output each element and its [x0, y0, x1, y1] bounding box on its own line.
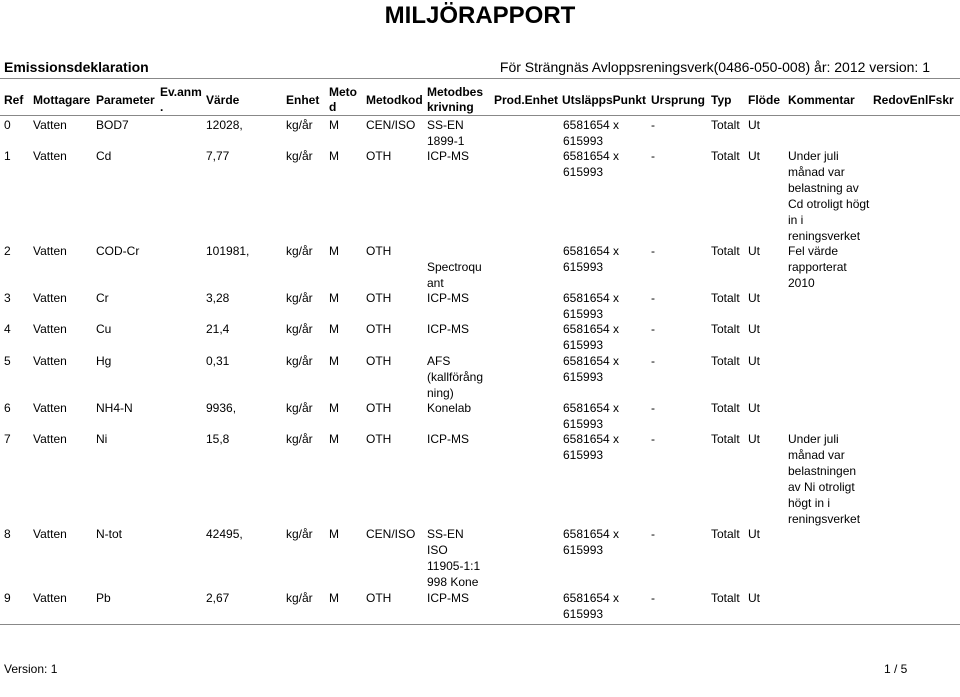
cell-utslappspunkt: 615993: [563, 338, 604, 352]
cell-ref: 3: [4, 291, 11, 305]
footer-version: Version: 1: [4, 662, 58, 676]
cell-kommentar: högt in i: [788, 496, 831, 510]
cell-typ: Totalt: [711, 291, 740, 305]
col-metod: Meto: [329, 85, 357, 99]
cell-enhet: kg/år: [286, 244, 313, 258]
cell-ursprung: -: [651, 527, 655, 541]
cell-mottagare: Vatten: [33, 322, 67, 336]
cell-mottagare: Vatten: [33, 118, 67, 132]
cell-metodkod: CEN/ISO: [366, 118, 416, 132]
cell-varde: 12028,: [206, 118, 243, 132]
cell-kommentar: Under juli: [788, 149, 839, 163]
cell-metodbes: ICP-MS: [427, 432, 469, 446]
cell-metod: M: [329, 401, 339, 415]
cell-utslappspunkt: 615993: [563, 607, 604, 621]
cell-metodbes: ISO: [427, 543, 448, 557]
cell-ursprung: -: [651, 118, 655, 132]
report-subtitle: För Strängnäs Avloppsreningsverk(0486-050-008) år: 2012 version: 1: [499, 59, 930, 75]
cell-enhet: kg/år: [286, 118, 313, 132]
cell-kommentar: månad var: [788, 165, 845, 179]
cell-flode: Ut: [748, 322, 760, 336]
cell-ursprung: -: [651, 401, 655, 415]
cell-flode: Ut: [748, 244, 760, 258]
cell-metodkod: OTH: [366, 591, 392, 605]
cell-utslappspunkt: 615993: [563, 307, 604, 321]
cell-metod: M: [329, 591, 339, 605]
cell-flode: Ut: [748, 527, 760, 541]
cell-metodkod: OTH: [366, 291, 392, 305]
cell-mottagare: Vatten: [33, 149, 67, 163]
cell-kommentar: reningsverket: [788, 229, 861, 243]
cell-metodkod: OTH: [366, 322, 392, 336]
cell-metodbes: Spectroqu: [427, 260, 482, 274]
cell-utslappspunkt: 6581654 x: [563, 244, 620, 258]
cell-kommentar: Cd otroligt högt: [788, 197, 870, 211]
cell-parameter: N-tot: [96, 527, 123, 541]
col-evanm: Ev.anm: [160, 85, 202, 99]
cell-parameter: Ni: [96, 432, 108, 446]
cell-kommentar: belastning av: [788, 181, 859, 195]
cell-kommentar: månad var: [788, 448, 845, 462]
cell-enhet: kg/år: [286, 401, 313, 415]
cell-metodbes: ICP-MS: [427, 149, 469, 163]
cell-metodbes: AFS: [427, 354, 451, 368]
cell-typ: Totalt: [711, 432, 740, 446]
cell-metodbes: SS-EN: [427, 527, 464, 541]
col-metodbes-cont: krivning: [427, 100, 474, 114]
cell-mottagare: Vatten: [33, 591, 67, 605]
cell-utslappspunkt: 615993: [563, 260, 604, 274]
cell-metodbes: 1899-1: [427, 134, 465, 148]
col-kommentar: Kommentar: [788, 93, 855, 107]
col-mottagare: Mottagare: [33, 93, 91, 107]
cell-ursprung: -: [651, 354, 655, 368]
cell-ursprung: -: [651, 432, 655, 446]
cell-enhet: kg/år: [286, 291, 313, 305]
cell-ursprung: -: [651, 149, 655, 163]
cell-flode: Ut: [748, 354, 760, 368]
col-redovenlfskr: RedovEnlFskr: [873, 93, 954, 107]
cell-utslappspunkt: 6581654 x: [563, 291, 620, 305]
cell-ursprung: -: [651, 322, 655, 336]
cell-enhet: kg/år: [286, 354, 313, 368]
cell-metodkod: OTH: [366, 244, 392, 258]
cell-utslappspunkt: 6581654 x: [563, 149, 620, 163]
cell-metodkod: OTH: [366, 149, 392, 163]
cell-metod: M: [329, 118, 339, 132]
table-bottom-divider: [0, 624, 960, 625]
cell-metod: M: [329, 432, 339, 446]
cell-utslappspunkt: 6581654 x: [563, 591, 620, 605]
page-title: MILJÖRAPPORT: [384, 2, 576, 29]
cell-utslappspunkt: 615993: [563, 370, 604, 384]
cell-metodbes: ning): [427, 386, 454, 400]
col-evanm-cont: .: [160, 100, 164, 114]
col-flode: Flöde: [748, 93, 780, 107]
footer-page-number: 1 / 5: [884, 662, 908, 676]
cell-typ: Totalt: [711, 244, 740, 258]
cell-ref: 7: [4, 432, 11, 446]
cell-varde: 0,31: [206, 354, 230, 368]
cell-ref: 4: [4, 322, 11, 336]
cell-ursprung: -: [651, 591, 655, 605]
cell-enhet: kg/år: [286, 527, 313, 541]
cell-enhet: kg/år: [286, 432, 313, 446]
cell-parameter: Cr: [96, 291, 109, 305]
cell-metodbes: 11905-1:1: [427, 559, 481, 573]
cell-utslappspunkt: 6581654 x: [563, 354, 620, 368]
cell-kommentar: 2010: [788, 276, 815, 290]
cell-varde: 9936,: [206, 401, 237, 415]
cell-ref: 1: [4, 149, 11, 163]
cell-mottagare: Vatten: [33, 354, 67, 368]
cell-metod: M: [329, 527, 339, 541]
section-title: Emissionsdeklaration: [4, 59, 149, 75]
cell-metodkod: OTH: [366, 432, 392, 446]
cell-varde: 15,8: [206, 432, 230, 446]
cell-enhet: kg/år: [286, 149, 313, 163]
cell-ref: 5: [4, 354, 11, 368]
cell-metodbes: 998 Kone: [427, 575, 479, 589]
col-enhet: Enhet: [286, 93, 320, 107]
cell-mottagare: Vatten: [33, 432, 67, 446]
cell-typ: Totalt: [711, 401, 740, 415]
cell-enhet: kg/år: [286, 322, 313, 336]
cell-mottagare: Vatten: [33, 291, 67, 305]
cell-varde: 101981,: [206, 244, 250, 258]
col-metodkod: Metodkod: [366, 93, 423, 107]
cell-metodbes: ICP-MS: [427, 291, 469, 305]
cell-ref: 6: [4, 401, 11, 415]
cell-ref: 2: [4, 244, 11, 258]
cell-parameter: BOD7: [96, 118, 129, 132]
cell-varde: 21,4: [206, 322, 230, 336]
cell-mottagare: Vatten: [33, 401, 67, 415]
cell-parameter: Cd: [96, 149, 112, 163]
cell-ref: 9: [4, 591, 11, 605]
cell-utslappspunkt: 6581654 x: [563, 322, 620, 336]
cell-kommentar: rapporterat: [788, 260, 847, 274]
cell-typ: Totalt: [711, 118, 740, 132]
cell-flode: Ut: [748, 401, 760, 415]
cell-metodbes: SS-EN: [427, 118, 464, 132]
cell-metod: M: [329, 322, 339, 336]
cell-utslappspunkt: 615993: [563, 543, 604, 557]
cell-utslappspunkt: 615993: [563, 134, 604, 148]
cell-flode: Ut: [748, 291, 760, 305]
cell-varde: 2,67: [206, 591, 230, 605]
cell-parameter: Cu: [96, 322, 112, 336]
cell-ursprung: -: [651, 291, 655, 305]
col-varde: Värde: [206, 93, 240, 107]
cell-parameter: Pb: [96, 591, 111, 605]
cell-varde: 42495,: [206, 527, 243, 541]
cell-metod: M: [329, 244, 339, 258]
col-prodenhet: Prod.Enhet: [494, 93, 559, 107]
cell-ursprung: -: [651, 244, 655, 258]
cell-kommentar: av Ni otroligt: [788, 480, 855, 494]
cell-flode: Ut: [748, 118, 760, 132]
cell-flode: Ut: [748, 432, 760, 446]
cell-ref: 0: [4, 118, 11, 132]
col-ref: Ref: [4, 93, 24, 107]
cell-metodkod: OTH: [366, 401, 392, 415]
cell-varde: 3,28: [206, 291, 230, 305]
col-metodbes: Metodbes: [427, 85, 484, 99]
cell-metodkod: CEN/ISO: [366, 527, 416, 541]
cell-kommentar: belastningen: [788, 464, 857, 478]
col-parameter: Parameter: [96, 93, 155, 107]
cell-ref: 8: [4, 527, 11, 541]
col-ursprung: Ursprung: [651, 93, 705, 107]
cell-utslappspunkt: 6581654 x: [563, 401, 620, 415]
cell-kommentar: in i: [788, 213, 804, 227]
cell-parameter: NH4-N: [96, 401, 133, 415]
cell-utslappspunkt: 615993: [563, 165, 604, 179]
cell-metodbes: Konelab: [427, 401, 472, 415]
cell-metod: M: [329, 291, 339, 305]
cell-kommentar: Fel värde: [788, 244, 839, 258]
cell-metodbes: ICP-MS: [427, 322, 469, 336]
col-metod-cont: d: [329, 100, 337, 114]
cell-flode: Ut: [748, 591, 760, 605]
cell-metodbes: ant: [427, 276, 444, 290]
cell-typ: Totalt: [711, 149, 740, 163]
cell-typ: Totalt: [711, 591, 740, 605]
cell-typ: Totalt: [711, 322, 740, 336]
cell-utslappspunkt: 615993: [563, 448, 604, 462]
cell-kommentar: Under juli: [788, 432, 839, 446]
header-bottom-divider: [0, 115, 960, 116]
cell-flode: Ut: [748, 149, 760, 163]
cell-utslappspunkt: 6581654 x: [563, 527, 620, 541]
col-typ: Typ: [711, 93, 732, 107]
cell-varde: 7,77: [206, 149, 230, 163]
cell-metod: M: [329, 354, 339, 368]
header-top-divider: [0, 78, 960, 79]
cell-metodbes: ICP-MS: [427, 591, 469, 605]
cell-utslappspunkt: 6581654 x: [563, 432, 620, 446]
cell-mottagare: Vatten: [33, 244, 67, 258]
cell-mottagare: Vatten: [33, 527, 67, 541]
cell-metodbes: (kallförång: [427, 370, 484, 384]
cell-parameter: COD-Cr: [96, 244, 140, 258]
cell-typ: Totalt: [711, 354, 740, 368]
cell-parameter: Hg: [96, 354, 112, 368]
cell-enhet: kg/år: [286, 591, 313, 605]
cell-metod: M: [329, 149, 339, 163]
cell-typ: Totalt: [711, 527, 740, 541]
cell-kommentar: reningsverket: [788, 512, 861, 526]
cell-metodkod: OTH: [366, 354, 392, 368]
cell-utslappspunkt: 615993: [563, 417, 604, 431]
cell-utslappspunkt: 6581654 x: [563, 118, 620, 132]
col-utslappspunkt: UtsläppsPunkt: [562, 93, 647, 107]
